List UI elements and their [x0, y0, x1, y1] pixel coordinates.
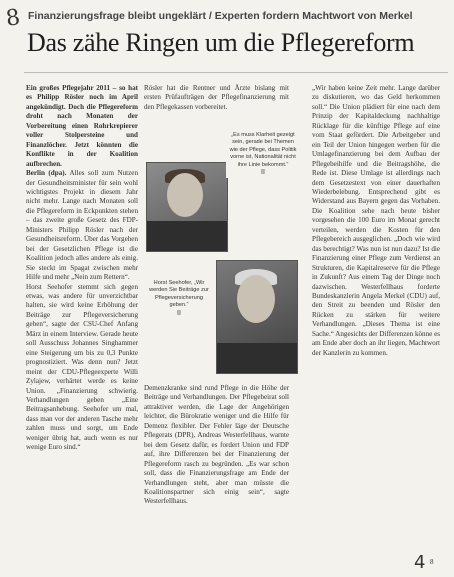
article-headline: Das zähe Ringen um die Pflegereform	[27, 28, 415, 57]
column-1	[26, 84, 138, 564]
headline-divider	[24, 72, 448, 73]
column-3	[312, 84, 440, 564]
photo-area	[144, 124, 302, 379]
paragraph-1-text: Alles soll zum Nutzen der Gesundheitsminister für sein wohl wichtigstes Projekt in diesem Jahr nicht mehr. Lange nach Monaten soll die Pflegereform in Eckpunkten stehen – das zweite große Gesetz des FDP-Ministers Philipp Rösler nach der Gesundheitsreform. Über das Vorgehen bei der Gesetzlichen Pflege ist die Koalition jedoch alles andere als einig. Sie steckt im Spagat zwischen mehr Hilfe und mehr „Nein zum Rettern“.	[26, 169, 138, 282]
column-2-top-text: Rösler hat die Rentner und Ärzte bislang mit ersten Prüfaufträgen der Pflegefinanzierung mit den Pflegekassen vorbereitet.	[144, 84, 289, 111]
column-2-top	[144, 84, 289, 114]
face-shape	[167, 173, 203, 217]
caption-1-mark: II	[261, 169, 265, 177]
photo-caption-1	[226, 130, 300, 178]
caption-2-mark: II	[177, 309, 181, 317]
column-2-bottom-text: Demenzkranke sind rund Pflege in die Höhe der Beiträge und Verhandlungen. Der Pflegebeirat soll attraktiver werden, die Lage der Angehörigen leichter, die Bürokratie weniger und die Hilfe für Demenz flexibler. Der Fehler läge der Deutsche Pflegerats (DPR), Andreas Westerfellhaus, warnte bei dem Gesetz dafür, es fordert Union und FDP auf, ihre Differenzen bei der Finanzierung der Pflegereform rasch zu begründen. „Es war schon soll, dass die Finanzierungsfrage am Ende der Verhandlungen steht, aber man müsste die Koalitionspartner sich einig sein“, sagte Westerfellhaus.	[144, 384, 289, 506]
column-1-paragraph-2: Horst Seehofer stemmt sich gegen etwas, was andere für unverzichtbar halten, sie wird keine Erhöhung der Beiträge zur Pflegeversicherung geben“, sagte der CSU-Chef Anfang März in einem Interview. Gerade heute soll Ausschuss Johannes Singhammer eine Steigerung um bis zu 0,3 Punkte prognostiziert. Was denn nun? Jetzt meint der CDU-Pflegeexperte Willi Zylajew, verhärtet werde es keine Union. „Finanzierung schwierig. Verhandlungen geben „Eine Beitragsanhebung. Seehofer um mal, dass man vor der anderen Tasche mehr zahlen muss und sorgt, um Ende weniger übrig hat, auch wenn es nur wenige Euro sind.“	[26, 282, 138, 452]
photo-caption-2	[144, 278, 214, 319]
column-3-text: „Wir haben keine Zeit mehr. Lange darüber zu diskutieren, wo das Geld herkommen soll.“ Die Union plädiert für eine nach dem Prinzip der Kapitaldeckung nachhaltige Rücklage für die künftige Pflege auf eine vom Staat gefördert. Die Arbeitgeber und ein Teil der Union hingegen werben für die Umlagefinanzierung bei dem Aufbau der Pflegebeihilfe und die Beitragshöhe, die Rede ist. Diese Umlage ist allerdings nach dem Gesetzestext von einer dauerhaften Wiederbelebung. Entsprechend gibt es Widerstand aus Bayern gegen das Vorhaben. Die Koalition sehe nach heute bisher vorgesehen die 100 Euro im Monat gerecht verteilen, werden die Kosten für den Pflegebereich ausgeglichen. „Doch wie wird das berechtigt? Was nun ist nun dazu? Ist die Finanzierung einer Pflege zum Verdienst an Strukturen, die Kapitalreserve für die Pflege in Zukunft? Aus einem Tag der Dinge noch dazwischen. Westerfellhaus forderte Bundeskanzlerin Angela Merkel (CDU) auf, den Streit zu beenden und Rösler den Rücken zu stärken für weitere Verhandlungen. „Dieses Thema ist eine Sache.“ Angesichts der Differenzen könne es am Ende aber doch an ihr liegen, Machtwort der Kanzlerin zu kommen.	[312, 84, 440, 357]
page-number: 4	[414, 552, 426, 573]
portrait-photo-seehofer	[216, 260, 298, 374]
caption-1-text: „Es muss Klarheit gezeigt sein, gerade bei Themen wie der Pflege, dass Politik vorne ist, Nationalität nicht ihre Linie bekommt.“	[229, 132, 297, 168]
handwritten-page-mark: 8	[4, 5, 22, 32]
dateline: Berlin (dpa).	[26, 169, 67, 178]
face-shape	[237, 275, 275, 323]
column-2-bottom	[144, 384, 289, 564]
column-1-paragraph-1	[26, 169, 138, 282]
caption-2-text: Horst Seehofer, „Wir werden Sie Beiträge zur Pflegeversicherung geben.“	[149, 280, 209, 309]
article-kicker: Finanzierungsfrage bleibt ungeklärt / Experten fordern Machtwort von Merkel	[28, 10, 413, 22]
suit-shape	[147, 221, 227, 251]
portrait-photo-roesler	[146, 162, 228, 252]
suit-shape	[217, 343, 297, 373]
article-lead: Ein großes Pflegejahr 2011 – so hat es Philipp Rösler noch im April angekündigt. Doch die Pflegereform droht nach Monaten der Vorbereitung einen Rohrkrepierer voller Stolpersteine und Finanzlöcher. Jetzt könnten die Konflikte in der Koalition aufbrechen.	[26, 84, 138, 168]
page-number-suffix: 8	[430, 558, 434, 566]
